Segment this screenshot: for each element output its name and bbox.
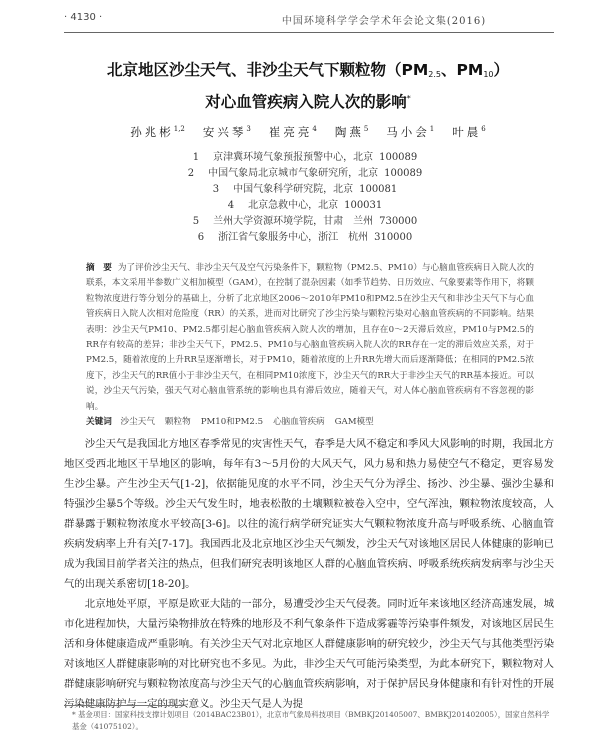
affiliation-postcode: 310000 <box>374 232 413 243</box>
keywords <box>86 415 534 430</box>
abstract-text: 为了评价沙尘天气、非沙尘天气及空气污染条件下，颗粒物（PM2.5、PM10）与心脑血管疾病日入院人次的联系，本文采用半参数广义相加模型（GAM），在控制了混杂因素（如季节趋势、日历效应、气象要素等作用下，将颗粒物浓度进行等分划分的基础上，分析了北京地区2006～2010年PM10和PM2.5在沙尘天气和非沙尘天气下与心血管疾病日入院人次相对危险度（RR）的关系，进而对比研究了沙尘污染与颗粒污染对心脑血管疾病的不同影响。结果表明：沙尘天气PM10、PM2.5都引起心脑血管疾病入院人次的增加，且存在0～2天滞后效应，PM10与PM2.5的RR存有较高的差异；非沙尘天气下，PM2.5、PM10与心脑血管疾病入院人次的RR存在一定的滞后效应关系，对于PM2.5，随着浓度的上升RR呈逐渐增长，对于PM10，随着浓度的上升RR先增大而后逐渐降低；在相同的PM2.5浓度下，沙尘天气的RR值小于非沙尘天气，在相同PM10浓度下，沙尘天气的RR大于非沙尘天气的RR基本接近。可以说，沙尘天气污染，强天气对心脑血管系统的影响也具有滞后效应，随着天气，对人体心脑血管疾病有不容忽视的影响。 <box>86 263 534 412</box>
journal-name: 中国环境科学学会学术年会论文集(2016) <box>281 16 487 27</box>
keywords-label: 关键词 <box>86 417 112 428</box>
author-name: 马小会$^1$ <box>386 125 435 139</box>
author-affiliation-mark: 4 <box>312 125 317 134</box>
body-text <box>64 434 554 714</box>
affiliation-org: 京津冀环境气象预报预警中心，北京 <box>213 152 374 163</box>
keyword: 沙尘天气 <box>120 417 155 428</box>
affiliation-line <box>60 214 556 230</box>
author-name: 叶晨$^6$ <box>452 125 486 139</box>
funding-footnote: * 基金项目：国家科技支撑计划项目（2014BAC23B01），北京市气象局科技项目（BMBKJ201405007、BMBKJ201402005），国家自然科学基金（41075102）。 <box>72 710 550 731</box>
page-number: · 4130 · <box>64 12 103 23</box>
footnote-rule <box>64 705 184 706</box>
affiliation-number: 5 <box>192 216 200 227</box>
body-paragraph: 北京地处平原，平原是欧亚大陆的一部分，易遭受沙尘天气侵袭。同时近年来该地区经济高速发展，城市化进程加快，大量污染物排放在特殊的地形及不利气象条件下造成雾霾等污染事件频发，对该地区居民生活和身体健康造成严重影响。有关沙尘天气对北京地区人群健康影响的研究较少，沙尘天气与其他类型污染对该地区人群健康影响的对比研究也不多见。为此，非沙尘天气可能污染类型，为此本研究下，颗粒物对人群健康影响研究与颗粒物浓度高与沙尘天气的心脑血管疾病影响，对于保护居民身体健康和有针对性的开展污染健康防护与一定的现实意义。沙尘天气是人为提 <box>64 598 554 710</box>
affiliation-postcode: 100089 <box>379 152 418 163</box>
keyword: 心脑血管疾病 <box>273 417 325 428</box>
affiliation-number: 2 <box>187 168 195 179</box>
affiliation-org: 中国气象局北京城市气象研究所，北京 <box>208 168 379 179</box>
affiliation-number: 1 <box>192 152 200 163</box>
author-name: 陶燕$^5$ <box>334 125 369 139</box>
keyword: PM10和PM2.5 <box>200 417 264 428</box>
author-affiliation-mark: 6 <box>481 125 486 134</box>
affiliation-org: 中国气象科学研究院，北京 <box>233 184 354 195</box>
affiliation-postcode: 100031 <box>344 200 383 211</box>
author-affiliation-mark: 1,2 <box>173 125 185 134</box>
affiliation-number: 6 <box>197 232 205 243</box>
affiliation-postcode: 100089 <box>384 168 423 179</box>
keyword: 颗粒物 <box>164 417 191 428</box>
affiliation-postcode: 730000 <box>379 216 418 227</box>
affiliation-line <box>60 182 556 198</box>
affiliation-line <box>60 166 556 182</box>
title-line-2: 对心血管疾病入院人次的影响* <box>205 93 411 112</box>
title-line-1: 北京地区沙尘天气、非沙尘天气下颗粒物（$PM_{2.5}$、$PM_{10}$） <box>106 61 510 79</box>
abstract <box>86 261 534 430</box>
author-list <box>60 124 556 140</box>
running-header <box>64 12 554 28</box>
keyword: GAM模型 <box>334 417 374 428</box>
affiliation-line <box>60 198 556 214</box>
affiliation-list <box>60 150 556 246</box>
affiliation-postcode: 100081 <box>359 184 398 195</box>
affiliation-number: 4 <box>227 200 235 211</box>
affiliation-org: 兰州大学资源环境学院，甘肃 兰州 <box>213 216 374 227</box>
author-name: 安兴琴$^3$ <box>202 125 251 139</box>
affiliation-org: 浙江省气象服务中心，浙江 杭州 <box>218 232 369 243</box>
body-paragraph: 沙尘天气是我国北方地区春季常见的灾害性天气，春季是大风不稳定和季风大风影响的时期，我国北方地区受西北地区干旱地区的影响，每年有3～5月份的大风天气，风力易和热力易使空气不稳定，更容易发生沙尘暴。产生沙尘天气[1-2]，依据能见度的水平不同，沙尘天气分为浮尘、扬沙、沙尘暴、强沙尘暴和特强沙尘暴5个等级。沙尘天气发生时，地表松散的土壤颗粒被卷入空中，空气浑浊，颗粒物浓度较高，人群暴露于颗粒物浓度水平较高[3-6]。以往的流行病学研究证实大气颗粒物浓度升高与呼吸系统、心脑血管疾病发病率上升有关[7-17]。我国西北及北京地区沙尘天气频发，沙尘天气对该地区居民人体健康的影响已成为我国目前学者关注的热点，但我们研究表明该地区人群的心脑血管疾病、呼吸系统疾病发病率与沙尘天气的出现关系密切[18-20]。 <box>64 438 554 590</box>
abstract-label: 摘 要 <box>86 263 112 273</box>
author-name: 孙兆彬$^{1,2}$ <box>130 125 185 139</box>
affiliation-line <box>60 150 556 166</box>
affiliation-org: 北京急救中心，北京 <box>248 200 339 211</box>
affiliation-number: 3 <box>212 184 220 195</box>
paper-title <box>60 58 556 114</box>
author-affiliation-mark: 1 <box>429 125 435 134</box>
author-affiliation-mark: 3 <box>246 125 251 134</box>
author-affiliation-mark: 5 <box>363 125 369 134</box>
affiliation-line <box>60 230 556 246</box>
author-name: 崔亮亮$^4$ <box>268 125 317 139</box>
header-rule <box>64 32 554 33</box>
